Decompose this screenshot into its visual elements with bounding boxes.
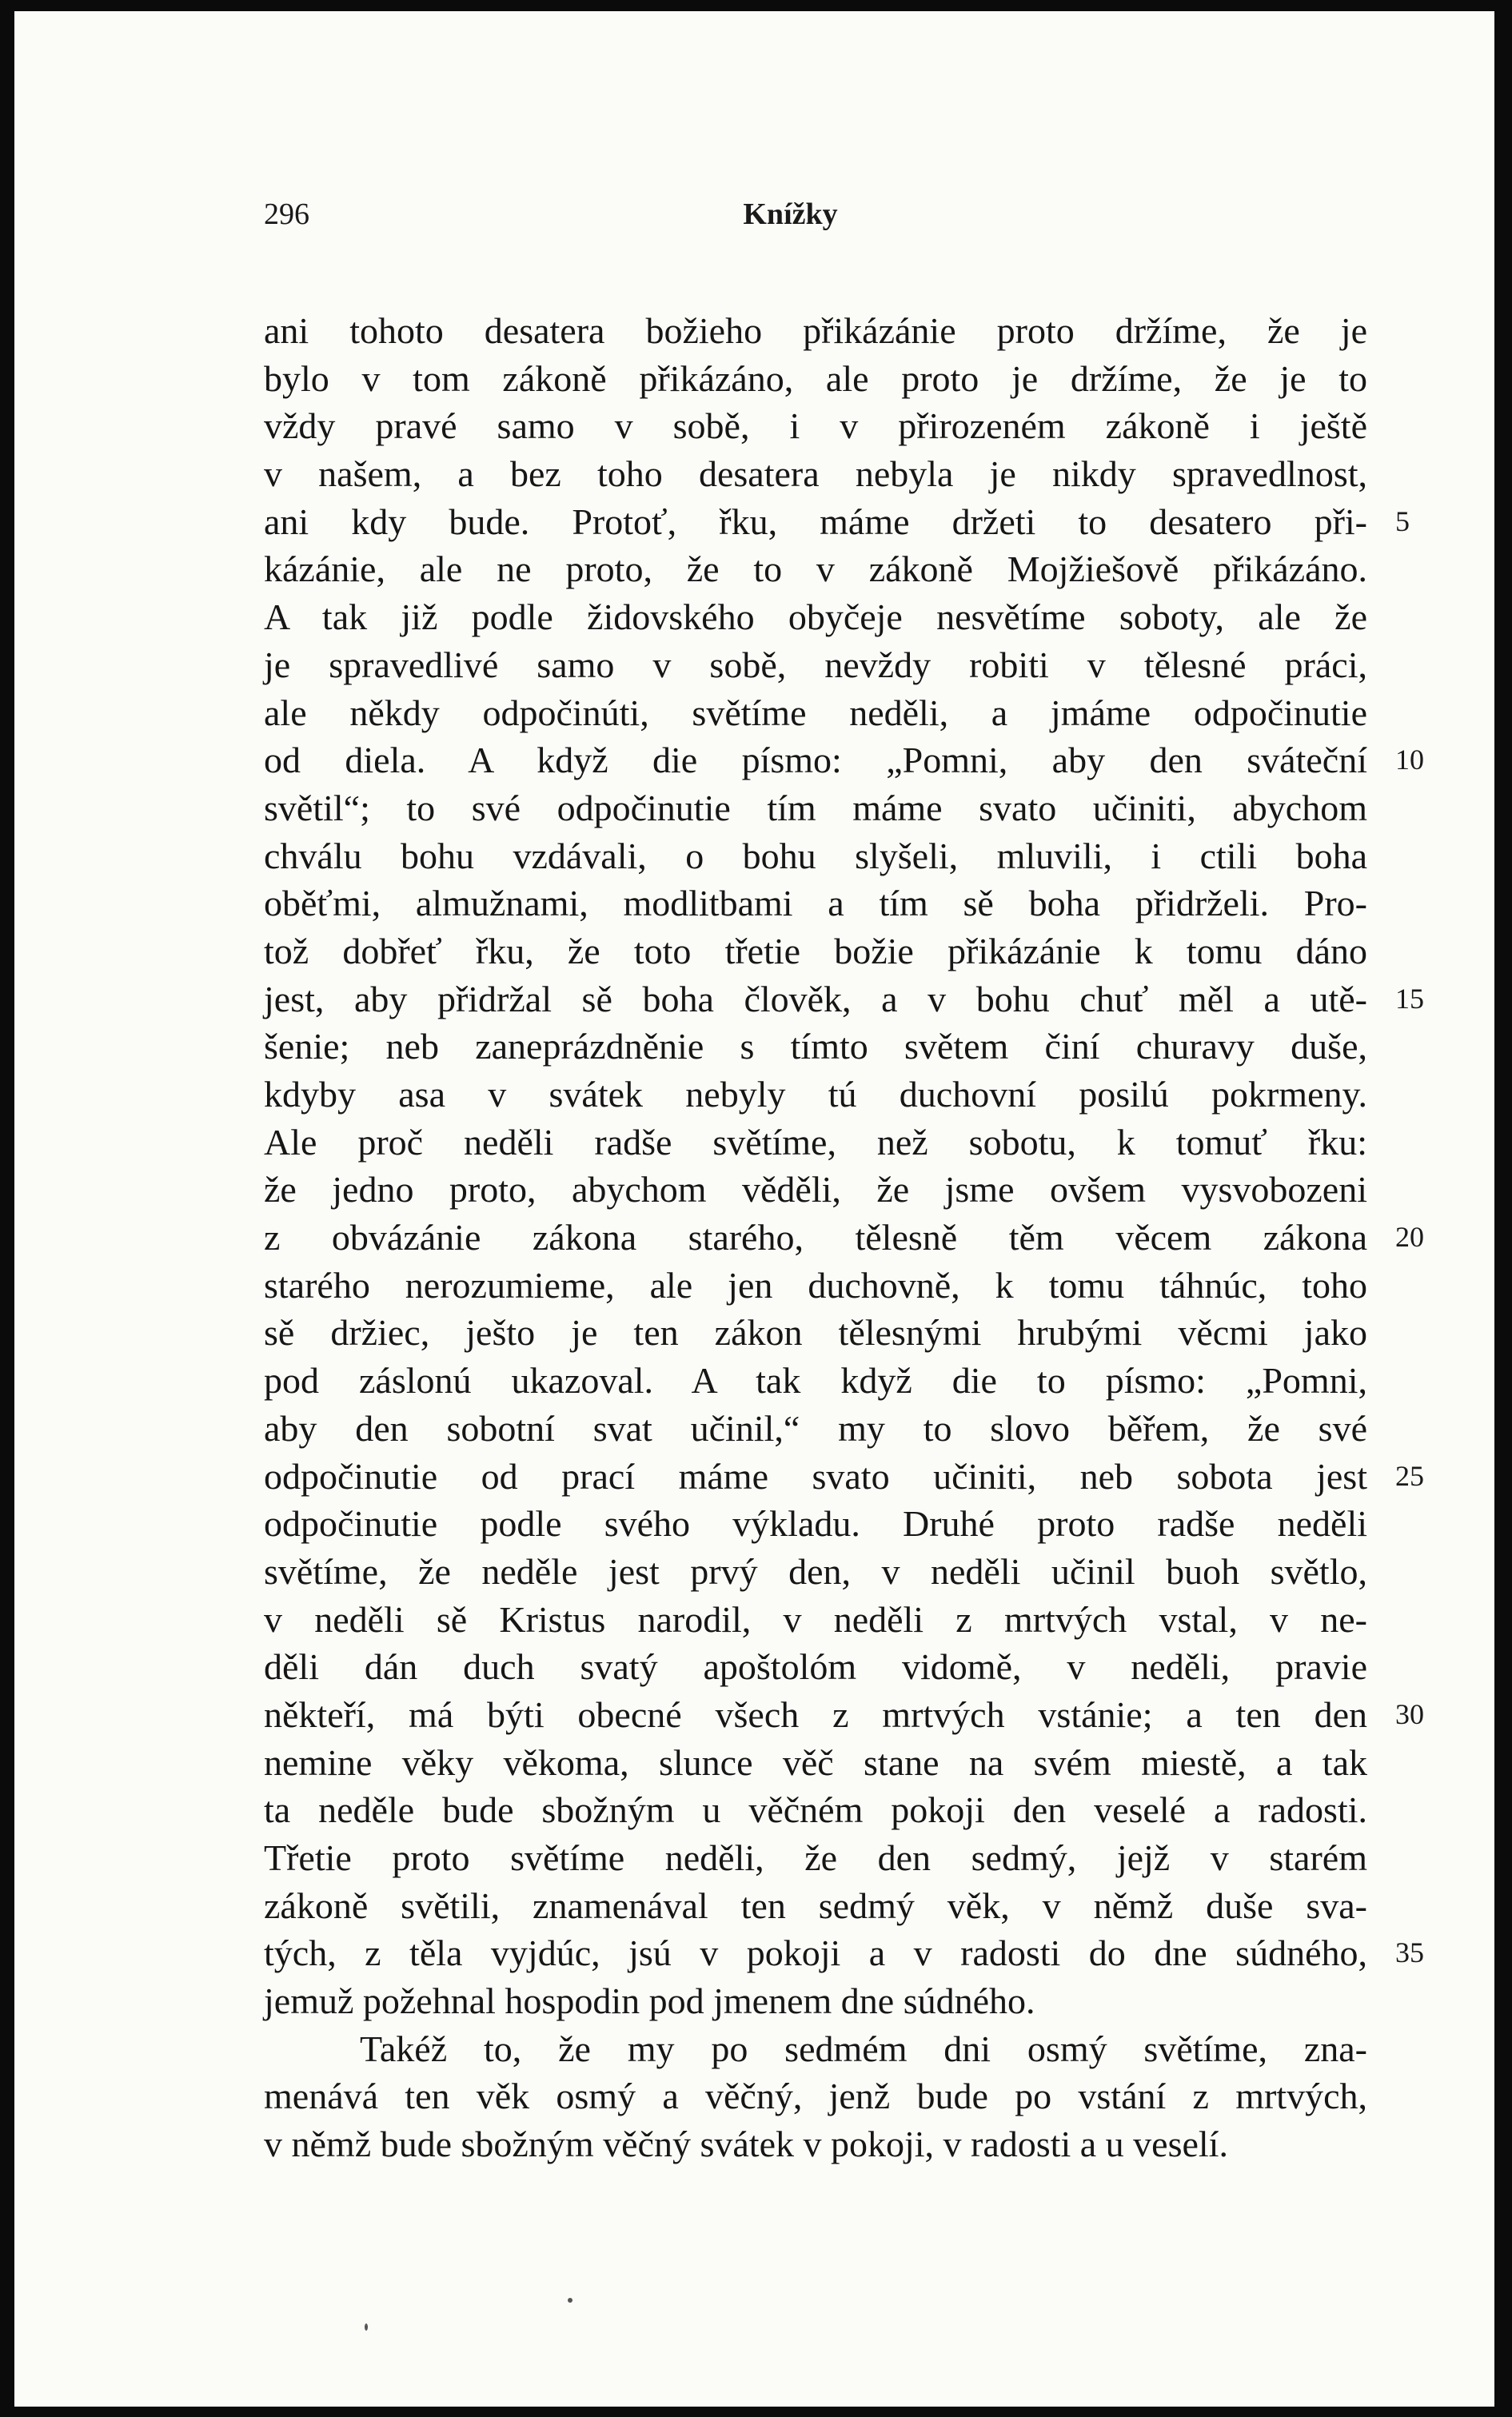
- ink-speck: [365, 2323, 368, 2331]
- text-line: [264, 1643, 1367, 1691]
- text-line: [264, 1309, 1367, 1357]
- text-line-content: v němž bude sbožným věčný svátek v pokoji, v radosti a u veselí.: [264, 2124, 1228, 2165]
- text-line: [264, 1977, 1367, 2025]
- text-line-content: A tak již podle židovského obyčeje nesvětíme soboty, ale že: [264, 596, 1367, 638]
- text-line-content: odpočinutie od prací máme svato učiniti, neb sobota jest: [264, 1455, 1367, 1497]
- text-line: [264, 1071, 1367, 1119]
- text-line-content: děli dán duch svatý apoštolóm vidomě, v neděli, pravie: [264, 1646, 1367, 1688]
- text-line: [264, 1262, 1367, 1310]
- text-line-content: bylo v tom zákoně přikázáno, ale proto je držíme, že je to: [264, 357, 1367, 399]
- text-line: [264, 498, 1410, 546]
- text-line-content: nemine věky věkoma, slunce věč stane na svém miestě, a tak: [264, 1741, 1367, 1783]
- text-line-content: jest, aby přidržal sě boha člověk, a v bohu chuť měl a utě-: [264, 978, 1367, 1019]
- text-line: [264, 1166, 1367, 1214]
- margin-line-number: 20: [1395, 1221, 1424, 1254]
- text-line: [264, 1929, 1424, 1977]
- text-line-content: zákoně světili, znamenával ten sedmý věk, v němž duše sva-: [264, 1885, 1367, 1926]
- text-line-content: ani tohoto desatera božieho přikázánie proto držíme, že je: [264, 310, 1367, 351]
- text-line-content: je spravedlivé samo v sobě, nevždy robiti v tělesné práci,: [264, 644, 1367, 685]
- text-line: [264, 1786, 1367, 1834]
- text-line: [264, 402, 1367, 450]
- text-line: [264, 2072, 1367, 2120]
- text-line: [264, 1834, 1367, 1882]
- text-line: [264, 2120, 1367, 2168]
- text-line: [264, 1119, 1367, 1167]
- margin-line-number: 5: [1395, 505, 1410, 537]
- text-line: [264, 1357, 1367, 1405]
- margin-line-number: 35: [1395, 1936, 1424, 1969]
- text-line-content: oběťmi, almužnami, modlitbami a tím sě boha přidrželi. Pro-: [264, 883, 1367, 924]
- text-line-content: pod záslonú ukazoval. A tak když die to písmo: „Pomni,: [264, 1360, 1367, 1402]
- text-line: [264, 784, 1367, 832]
- text-line: [264, 927, 1367, 975]
- text-line-content: v neděli sě Kristus narodil, v neděli z mrtvých vstal, v ne-: [264, 1598, 1367, 1640]
- ink-speck: [568, 2298, 572, 2303]
- text-line: [264, 641, 1367, 689]
- text-line-content: kázánie, ale ne proto, že to v zákoně Mojžiešově přikázáno.: [264, 548, 1367, 590]
- text-line: [264, 1596, 1367, 1644]
- page-number: 296: [264, 197, 309, 231]
- text-line: [264, 1405, 1367, 1453]
- text-line-content: šenie; neb zaneprázdněnie s tímto světem činí churavy duše,: [264, 1026, 1367, 1067]
- text-line-content: někteří, má býti obecné všech z mrtvých vstánie; a ten den: [264, 1693, 1367, 1735]
- text-line: [264, 975, 1424, 1023]
- margin-line-number: 30: [1395, 1697, 1424, 1730]
- text-line-content: odpočinutie podle svého výkladu. Druhé proto radše neděli: [264, 1503, 1367, 1545]
- text-line-content: chválu bohu vzdávali, o bohu slyšeli, mluvili, i ctili boha: [264, 835, 1367, 876]
- book-page: [14, 11, 1494, 2407]
- text-line: [264, 593, 1367, 641]
- margin-line-number: 10: [1395, 744, 1424, 776]
- text-line: [264, 1548, 1367, 1596]
- text-line-content: vždy pravé samo v sobě, i v přirozeném zákoně i ještě: [264, 405, 1367, 447]
- text-line-content: jemuž požehnal hospodin pod jmenem dne súdného.: [264, 1980, 1035, 2022]
- text-line: [264, 1500, 1367, 1548]
- text-line-content: aby den sobotní svat učinil,“ my to slovo běřem, že své: [264, 1407, 1367, 1449]
- text-line: [264, 1453, 1424, 1501]
- text-line: [264, 1214, 1424, 1262]
- text-line: [264, 1739, 1367, 1787]
- text-line-content: v našem, a bez toho desatera nebyla je nikdy spravedlnost,: [264, 453, 1367, 495]
- text-line-content: sě držiec, ješto je ten zákon tělesnými hrubými věcmi jako: [264, 1312, 1367, 1354]
- text-line-content: ta neděle bude sbožným u věčném pokoji den veselé a radosti.: [264, 1789, 1367, 1831]
- text-line-content: od diela. A když die písmo: „Pomni, aby den sváteční: [264, 740, 1367, 781]
- page-header: [14, 197, 1494, 245]
- text-line: [264, 689, 1367, 737]
- text-line-content: Ale proč neděli radše světíme, než sobotu, k tomuť řku:: [264, 1121, 1367, 1163]
- body-text: [264, 307, 1424, 2168]
- text-line: [264, 450, 1367, 498]
- text-line: [264, 879, 1367, 927]
- text-line-content: tož dobřeť řku, že toto třetie božie přikázánie k tomu dáno: [264, 930, 1367, 971]
- margin-line-number: 15: [1395, 982, 1424, 1015]
- text-line: [264, 1023, 1367, 1071]
- text-line-content: Třetie proto světíme neděli, že den sedmý, jejž v starém: [264, 1837, 1367, 1878]
- text-line: [264, 736, 1424, 784]
- text-line-content: menává ten věk osmý a věčný, jenž bude po vstání z mrtvých,: [264, 2076, 1367, 2117]
- text-line-content: světíme, že neděle jest prvý den, v neděli učinil buoh světlo,: [264, 1550, 1367, 1592]
- text-line-content: že jedno proto, abychom věděli, že jsme ovšem vysvobozeni: [264, 1169, 1367, 1210]
- text-line-content: světil“; to své odpočinutie tím máme svato učiniti, abychom: [264, 787, 1367, 828]
- text-line: [264, 355, 1367, 403]
- text-line: [264, 1882, 1367, 1930]
- text-line-content: tých, z těla vyjdúc, jsú v pokoji a v radosti do dne súdného,: [264, 1932, 1367, 1974]
- text-line-content: z obvázánie zákona starého, tělesně těm věcem zákona: [264, 1217, 1367, 1258]
- text-line-content: starého nerozumieme, ale jen duchovně, k tomu táhnúc, toho: [264, 1264, 1367, 1306]
- text-line: [264, 307, 1367, 355]
- text-line: [264, 545, 1367, 593]
- text-line: [264, 832, 1367, 880]
- text-line-content: Takéž to, že my po sedmém dni osmý světíme, zna-: [360, 2028, 1367, 2069]
- text-line: [264, 2025, 1367, 2073]
- text-line-content: kdyby asa v svátek nebyly tú duchovní posilú pokrmeny.: [264, 1074, 1367, 1115]
- running-title: Knížky: [743, 197, 838, 231]
- margin-line-number: 25: [1395, 1459, 1424, 1492]
- text-line: [264, 1691, 1424, 1739]
- text-line-content: ale někdy odpočinúti, světíme neděli, a jmáme odpočinutie: [264, 692, 1367, 733]
- text-line-content: ani kdy bude. Protoť, řku, máme držeti to desatero při-: [264, 501, 1367, 542]
